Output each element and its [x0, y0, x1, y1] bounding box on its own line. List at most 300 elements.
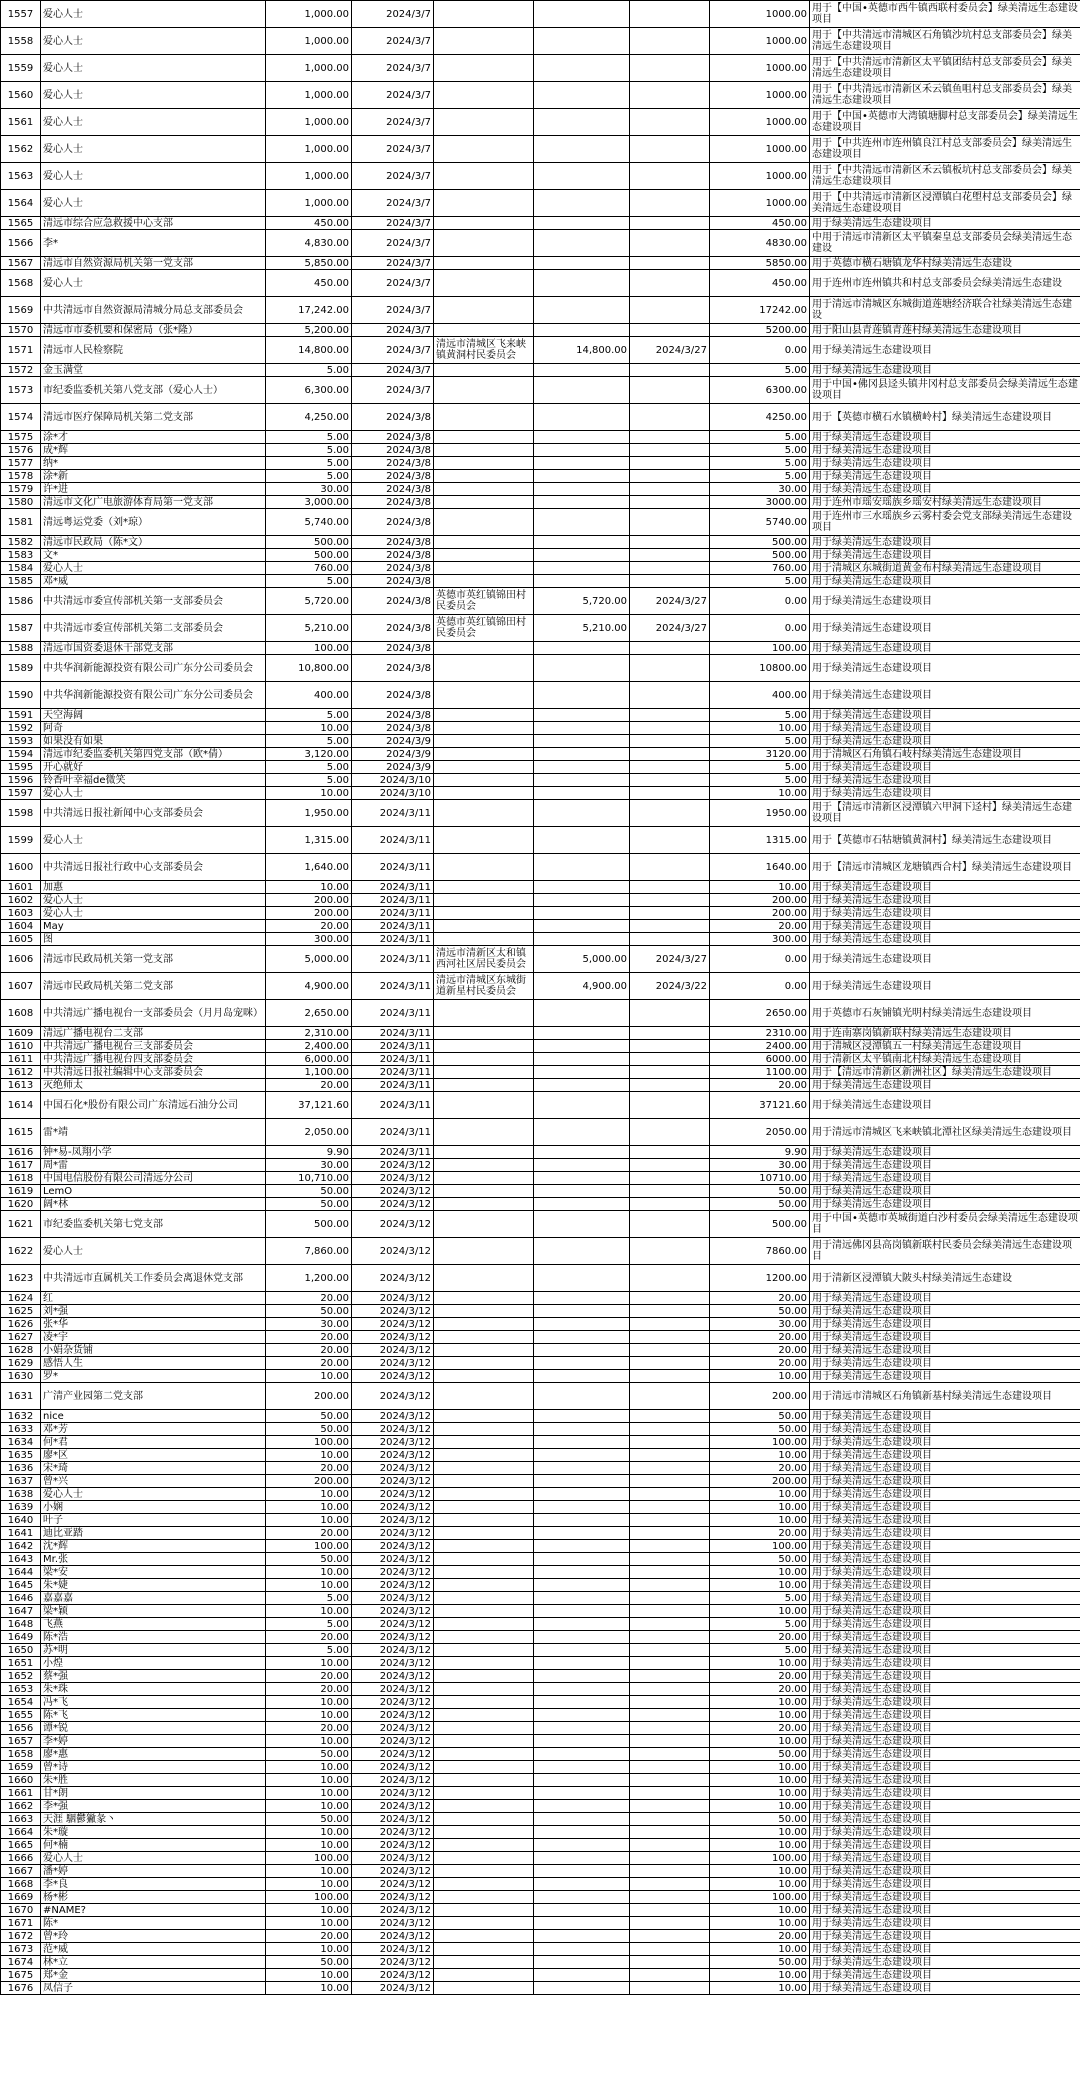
disbursed-date — [630, 1066, 710, 1079]
donor-name: 小娴 — [41, 1501, 266, 1514]
recipient-unit — [434, 894, 534, 907]
recipient-unit — [434, 1865, 534, 1878]
disbursed-amount — [534, 1265, 630, 1292]
disbursed-date — [630, 1488, 710, 1501]
disbursed-date — [630, 1969, 710, 1982]
donation-date: 2024/3/7 — [352, 55, 434, 82]
row-number: 1608 — [1, 1000, 41, 1027]
row-number: 1583 — [1, 549, 41, 562]
disbursed-date — [630, 270, 710, 297]
table-row — [1, 82, 1080, 109]
table-row — [1, 1318, 1080, 1331]
disbursed-amount — [534, 297, 630, 324]
disbursed-amount — [534, 1982, 630, 1995]
row-number: 1571 — [1, 337, 41, 364]
donor-name: 何*君 — [41, 1436, 266, 1449]
disbursed-date — [630, 1943, 710, 1956]
table-row — [1, 496, 1080, 509]
table-row — [1, 907, 1080, 920]
recipient-unit — [434, 1930, 534, 1943]
donation-date: 2024/3/8 — [352, 496, 434, 509]
row-number: 1671 — [1, 1917, 41, 1930]
row-number: 1575 — [1, 431, 41, 444]
row-number: 1662 — [1, 1800, 41, 1813]
row-number: 1649 — [1, 1631, 41, 1644]
row-number: 1612 — [1, 1066, 41, 1079]
table-row — [1, 682, 1080, 709]
donor-name: 中共清远日报社新闻中心支部委员会 — [41, 800, 266, 827]
disbursed-date — [630, 1800, 710, 1813]
donation-amount: 20.00 — [266, 1631, 352, 1644]
donation-amount: 5.00 — [266, 470, 352, 483]
disbursed-amount — [534, 575, 630, 588]
disbursed-date — [630, 1305, 710, 1318]
donor-name: 郑*金 — [41, 1969, 266, 1982]
table-row — [1, 1722, 1080, 1735]
table-row — [1, 1146, 1080, 1159]
donation-date: 2024/3/11 — [352, 1092, 434, 1119]
recipient-unit — [434, 1119, 534, 1146]
disbursed-date — [630, 444, 710, 457]
recipient-unit — [434, 774, 534, 787]
balance-amount: 5.00 — [710, 431, 810, 444]
disbursed-date — [630, 1618, 710, 1631]
donor-name: 涂*新 — [41, 470, 266, 483]
recipient-unit — [434, 722, 534, 735]
donor-name: 爱心人士 — [41, 787, 266, 800]
donor-name: 甘*朗 — [41, 1787, 266, 1800]
donor-name: #NAME? — [41, 1904, 266, 1917]
donation-purpose: 用于绿美清远生态建设项目 — [810, 920, 1080, 933]
disbursed-date — [630, 1436, 710, 1449]
balance-amount: 17242.00 — [710, 297, 810, 324]
disbursed-amount — [534, 1592, 630, 1605]
donation-purpose: 用于绿美清远生态建设项目 — [810, 1735, 1080, 1748]
balance-amount: 20.00 — [710, 1631, 810, 1644]
balance-amount: 10.00 — [710, 1917, 810, 1930]
row-number: 1588 — [1, 642, 41, 655]
row-number: 1581 — [1, 509, 41, 536]
donor-name: 中共清远广播电视台三支部委员会 — [41, 1040, 266, 1053]
row-number: 1676 — [1, 1982, 41, 1995]
donation-date: 2024/3/7 — [352, 324, 434, 337]
recipient-unit — [434, 575, 534, 588]
balance-amount: 37121.60 — [710, 1092, 810, 1119]
row-number: 1594 — [1, 748, 41, 761]
disbursed-date — [630, 1514, 710, 1527]
row-number: 1567 — [1, 257, 41, 270]
donor-name: 小娟杂货铺 — [41, 1344, 266, 1357]
disbursed-date — [630, 404, 710, 431]
disbursed-amount — [534, 1501, 630, 1514]
recipient-unit — [434, 1318, 534, 1331]
donation-amount: 10.00 — [266, 1566, 352, 1579]
disbursed-amount — [534, 1, 630, 28]
donor-name: 爱心人士 — [41, 55, 266, 82]
row-number: 1593 — [1, 735, 41, 748]
donation-amount: 50.00 — [266, 1198, 352, 1211]
donation-date: 2024/3/11 — [352, 920, 434, 933]
balance-amount: 50.00 — [710, 1813, 810, 1826]
disbursed-amount — [534, 55, 630, 82]
balance-amount: 1000.00 — [710, 136, 810, 163]
balance-amount: 10.00 — [710, 1501, 810, 1514]
disbursed-amount — [534, 1092, 630, 1119]
disbursed-date — [630, 28, 710, 55]
row-number: 1590 — [1, 682, 41, 709]
disbursed-amount: 5,720.00 — [534, 588, 630, 615]
donation-amount: 50.00 — [266, 1410, 352, 1423]
table-row — [1, 575, 1080, 588]
disbursed-amount — [534, 894, 630, 907]
disbursed-amount: 14,800.00 — [534, 337, 630, 364]
table-row — [1, 761, 1080, 774]
disbursed-date — [630, 1852, 710, 1865]
disbursed-date — [630, 827, 710, 854]
disbursed-amount — [534, 536, 630, 549]
donor-name: 曾*诗 — [41, 1761, 266, 1774]
recipient-unit — [434, 933, 534, 946]
recipient-unit — [434, 1066, 534, 1079]
donation-date: 2024/3/12 — [352, 1185, 434, 1198]
donation-amount: 1,000.00 — [266, 136, 352, 163]
row-number: 1633 — [1, 1423, 41, 1436]
balance-amount: 1000.00 — [710, 163, 810, 190]
table-row — [1, 1383, 1080, 1410]
donation-date: 2024/3/12 — [352, 1956, 434, 1969]
disbursed-amount — [534, 444, 630, 457]
donation-date: 2024/3/7 — [352, 28, 434, 55]
donation-date: 2024/3/12 — [352, 1383, 434, 1410]
table-row — [1, 1878, 1080, 1891]
disbursed-amount — [534, 1839, 630, 1852]
row-number: 1604 — [1, 920, 41, 933]
donation-amount: 50.00 — [266, 1956, 352, 1969]
row-number: 1652 — [1, 1670, 41, 1683]
disbursed-date — [630, 1211, 710, 1238]
balance-amount: 10.00 — [710, 1865, 810, 1878]
donation-date: 2024/3/7 — [352, 257, 434, 270]
recipient-unit — [434, 364, 534, 377]
recipient-unit — [434, 1956, 534, 1969]
table-row — [1, 1579, 1080, 1592]
donor-name: 爱心人士 — [41, 1488, 266, 1501]
disbursed-amount — [534, 324, 630, 337]
disbursed-date — [630, 881, 710, 894]
donation-amount: 50.00 — [266, 1553, 352, 1566]
table-row — [1, 444, 1080, 457]
table-row — [1, 377, 1080, 404]
donor-name: 陈*飞 — [41, 1709, 266, 1722]
donor-name: 阿奇 — [41, 722, 266, 735]
row-number: 1617 — [1, 1159, 41, 1172]
donation-amount: 10.00 — [266, 1579, 352, 1592]
recipient-unit — [434, 735, 534, 748]
donor-name: 梁*颖 — [41, 1605, 266, 1618]
table-row — [1, 270, 1080, 297]
donation-purpose: 用于绿美清远生态建设项目 — [810, 536, 1080, 549]
donor-name: 潘*婷 — [41, 1865, 266, 1878]
donation-amount: 2,050.00 — [266, 1119, 352, 1146]
disbursed-amount — [534, 1813, 630, 1826]
table-row — [1, 774, 1080, 787]
row-number: 1615 — [1, 1119, 41, 1146]
disbursed-date — [630, 257, 710, 270]
disbursed-date — [630, 1540, 710, 1553]
recipient-unit — [434, 1605, 534, 1618]
donation-purpose: 用于绿美清远生态建设项目 — [810, 588, 1080, 615]
balance-amount: 3000.00 — [710, 496, 810, 509]
row-number: 1610 — [1, 1040, 41, 1053]
row-number: 1620 — [1, 1198, 41, 1211]
disbursed-date — [630, 1449, 710, 1462]
table-row — [1, 1436, 1080, 1449]
table-row — [1, 1553, 1080, 1566]
donation-amount: 5,000.00 — [266, 946, 352, 973]
recipient-unit — [434, 1839, 534, 1852]
disbursed-amount — [534, 655, 630, 682]
row-number: 1669 — [1, 1891, 41, 1904]
donor-name: LemO — [41, 1185, 266, 1198]
disbursed-date — [630, 457, 710, 470]
disbursed-date — [630, 163, 710, 190]
disbursed-amount — [534, 404, 630, 431]
donation-purpose: 用于绿美清远生态建设项目 — [810, 1462, 1080, 1475]
donation-date: 2024/3/7 — [352, 1, 434, 28]
balance-amount: 10.00 — [710, 1370, 810, 1383]
table-row — [1, 1839, 1080, 1852]
balance-amount: 100.00 — [710, 1436, 810, 1449]
donation-amount: 30.00 — [266, 1318, 352, 1331]
table-row — [1, 28, 1080, 55]
disbursed-amount — [534, 1631, 630, 1644]
recipient-unit — [434, 496, 534, 509]
donation-amount: 200.00 — [266, 1383, 352, 1410]
donation-purpose: 用于绿美清远生态建设项目 — [810, 933, 1080, 946]
row-number: 1600 — [1, 854, 41, 881]
donation-amount: 1,000.00 — [266, 190, 352, 217]
disbursed-amount — [534, 1800, 630, 1813]
disbursed-amount — [534, 1722, 630, 1735]
donation-purpose: 用于绿美清远生态建设项目 — [810, 337, 1080, 364]
donation-date: 2024/3/7 — [352, 364, 434, 377]
donation-date: 2024/3/12 — [352, 1852, 434, 1865]
donation-date: 2024/3/12 — [352, 1527, 434, 1540]
row-number: 1592 — [1, 722, 41, 735]
disbursed-amount — [534, 787, 630, 800]
balance-amount: 2310.00 — [710, 1027, 810, 1040]
donation-amount: 5.00 — [266, 431, 352, 444]
donation-amount: 10.00 — [266, 1969, 352, 1982]
table-row — [1, 1800, 1080, 1813]
donation-purpose: 用于绿美清远生态建设项目 — [810, 1761, 1080, 1774]
donation-purpose: 用于绿美清远生态建设项目 — [810, 1709, 1080, 1722]
donor-name: 宋*琦 — [41, 1462, 266, 1475]
donation-date: 2024/3/12 — [352, 1839, 434, 1852]
disbursed-amount — [534, 270, 630, 297]
table-row — [1, 1657, 1080, 1670]
row-number: 1565 — [1, 217, 41, 230]
balance-amount: 10.00 — [710, 1761, 810, 1774]
donation-amount: 20.00 — [266, 1292, 352, 1305]
donation-date: 2024/3/12 — [352, 1670, 434, 1683]
table-row — [1, 1930, 1080, 1943]
balance-amount: 10.00 — [710, 1878, 810, 1891]
disbursed-date — [630, 1318, 710, 1331]
donation-purpose: 用于【中共清远市清新区太平镇团结村总支部委员会】绿美清远生态建设项目 — [810, 55, 1080, 82]
donation-date: 2024/3/12 — [352, 1305, 434, 1318]
disbursed-amount — [534, 1891, 630, 1904]
recipient-unit — [434, 217, 534, 230]
table-row — [1, 1211, 1080, 1238]
disbursed-date — [630, 1982, 710, 1995]
donation-date: 2024/3/11 — [352, 1066, 434, 1079]
disbursed-amount — [534, 881, 630, 894]
table-row — [1, 1787, 1080, 1800]
row-number: 1605 — [1, 933, 41, 946]
row-number: 1636 — [1, 1462, 41, 1475]
disbursed-amount — [534, 431, 630, 444]
disbursed-amount — [534, 1761, 630, 1774]
disbursed-amount — [534, 1238, 630, 1265]
donation-purpose: 用于【中共清远市清新区浸潭镇白花塱村总支部委员会】绿美清远生态建设项目 — [810, 190, 1080, 217]
table-row — [1, 894, 1080, 907]
donation-purpose: 用于绿美清远生态建设项目 — [810, 1553, 1080, 1566]
donation-amount: 4,250.00 — [266, 404, 352, 431]
donation-amount: 50.00 — [266, 1185, 352, 1198]
disbursed-date — [630, 509, 710, 536]
disbursed-date — [630, 1839, 710, 1852]
donor-name: 清远市人民检察院 — [41, 337, 266, 364]
balance-amount: 20.00 — [710, 1722, 810, 1735]
donation-purpose: 用于绿美清远生态建设项目 — [810, 761, 1080, 774]
disbursed-amount — [534, 1053, 630, 1066]
donation-date: 2024/3/12 — [352, 1787, 434, 1800]
recipient-unit — [434, 1696, 534, 1709]
recipient-unit — [434, 1238, 534, 1265]
donation-date: 2024/3/7 — [352, 136, 434, 163]
disbursed-date — [630, 1709, 710, 1722]
donor-name: 中共清远市委宣传部机关第二支部委员会 — [41, 615, 266, 642]
recipient-unit — [434, 28, 534, 55]
donation-purpose: 用于清远市清城区石角镇新基村绿美清远生态建设项目 — [810, 1383, 1080, 1410]
donation-date: 2024/3/12 — [352, 1657, 434, 1670]
balance-amount: 50.00 — [710, 1423, 810, 1436]
donor-name: 清远市自然资源局机关第一党支部 — [41, 257, 266, 270]
recipient-unit: 英德市英红镇锦田村民委员会 — [434, 588, 534, 615]
donor-name: 苏*明 — [41, 1644, 266, 1657]
disbursed-amount — [534, 1904, 630, 1917]
donation-purpose: 用于绿美清远生态建设项目 — [810, 1527, 1080, 1540]
recipient-unit — [434, 1618, 534, 1631]
donation-date: 2024/3/7 — [352, 109, 434, 136]
disbursed-amount — [534, 1566, 630, 1579]
disbursed-date — [630, 1865, 710, 1878]
row-number: 1626 — [1, 1318, 41, 1331]
balance-amount: 200.00 — [710, 894, 810, 907]
disbursed-date — [630, 1813, 710, 1826]
disbursed-amount — [534, 642, 630, 655]
donation-purpose: 用于绿美清远生态建设项目 — [810, 907, 1080, 920]
row-number: 1596 — [1, 774, 41, 787]
donation-purpose: 用于绿美清远生态建设项目 — [810, 1344, 1080, 1357]
table-row — [1, 1527, 1080, 1540]
donation-purpose: 用于绿美清远生态建设项目 — [810, 946, 1080, 973]
recipient-unit — [434, 1943, 534, 1956]
disbursed-date — [630, 1644, 710, 1657]
row-number: 1628 — [1, 1344, 41, 1357]
donation-purpose: 用于【中国•英德市西牛镇西联村委员会】绿美清远生态建设项目 — [810, 1, 1080, 28]
row-number: 1664 — [1, 1826, 41, 1839]
donation-purpose: 用于清远佛冈县高岗镇新联村民委员会绿美清远生态建设项目 — [810, 1238, 1080, 1265]
balance-amount: 20.00 — [710, 1292, 810, 1305]
recipient-unit — [434, 1027, 534, 1040]
balance-amount: 5.00 — [710, 709, 810, 722]
table-row — [1, 483, 1080, 496]
disbursed-date — [630, 55, 710, 82]
donation-purpose: 用于绿美清远生态建设项目 — [810, 1878, 1080, 1891]
donation-date: 2024/3/7 — [352, 163, 434, 190]
recipient-unit — [434, 509, 534, 536]
disbursed-date — [630, 1774, 710, 1787]
balance-amount: 20.00 — [710, 1670, 810, 1683]
table-row — [1, 1566, 1080, 1579]
row-number: 1641 — [1, 1527, 41, 1540]
donation-amount: 17,242.00 — [266, 297, 352, 324]
row-number: 1635 — [1, 1449, 41, 1462]
recipient-unit — [434, 1514, 534, 1527]
donation-date: 2024/3/12 — [352, 1265, 434, 1292]
disbursed-date — [630, 774, 710, 787]
row-number: 1622 — [1, 1238, 41, 1265]
balance-amount: 2650.00 — [710, 1000, 810, 1027]
recipient-unit — [434, 655, 534, 682]
donation-date: 2024/3/8 — [352, 562, 434, 575]
donation-date: 2024/3/12 — [352, 1774, 434, 1787]
donation-date: 2024/3/12 — [352, 1370, 434, 1383]
disbursed-date — [630, 722, 710, 735]
recipient-unit — [434, 1774, 534, 1787]
donor-name: 如果没有如果 — [41, 735, 266, 748]
disbursed-date — [630, 1475, 710, 1488]
donation-amount: 5.00 — [266, 575, 352, 588]
table-row — [1, 536, 1080, 549]
row-number: 1632 — [1, 1410, 41, 1423]
disbursed-date — [630, 1146, 710, 1159]
table-row — [1, 457, 1080, 470]
table-row — [1, 1040, 1080, 1053]
disbursed-amount — [534, 1865, 630, 1878]
table-row — [1, 1475, 1080, 1488]
recipient-unit — [434, 642, 534, 655]
donation-purpose: 用于绿美清远生态建设项目 — [810, 1605, 1080, 1618]
disbursed-amount — [534, 457, 630, 470]
disbursed-amount — [534, 1878, 630, 1891]
balance-amount: 100.00 — [710, 1540, 810, 1553]
disbursed-amount — [534, 1579, 630, 1592]
row-number: 1668 — [1, 1878, 41, 1891]
donation-amount: 1,200.00 — [266, 1265, 352, 1292]
disbursed-date — [630, 1761, 710, 1774]
row-number: 1619 — [1, 1185, 41, 1198]
table-row — [1, 1172, 1080, 1185]
balance-amount: 200.00 — [710, 1383, 810, 1410]
donation-amount: 10.00 — [266, 1774, 352, 1787]
table-row — [1, 1079, 1080, 1092]
donor-name: 爱心人士 — [41, 894, 266, 907]
recipient-unit — [434, 1917, 534, 1930]
row-number: 1607 — [1, 973, 41, 1000]
